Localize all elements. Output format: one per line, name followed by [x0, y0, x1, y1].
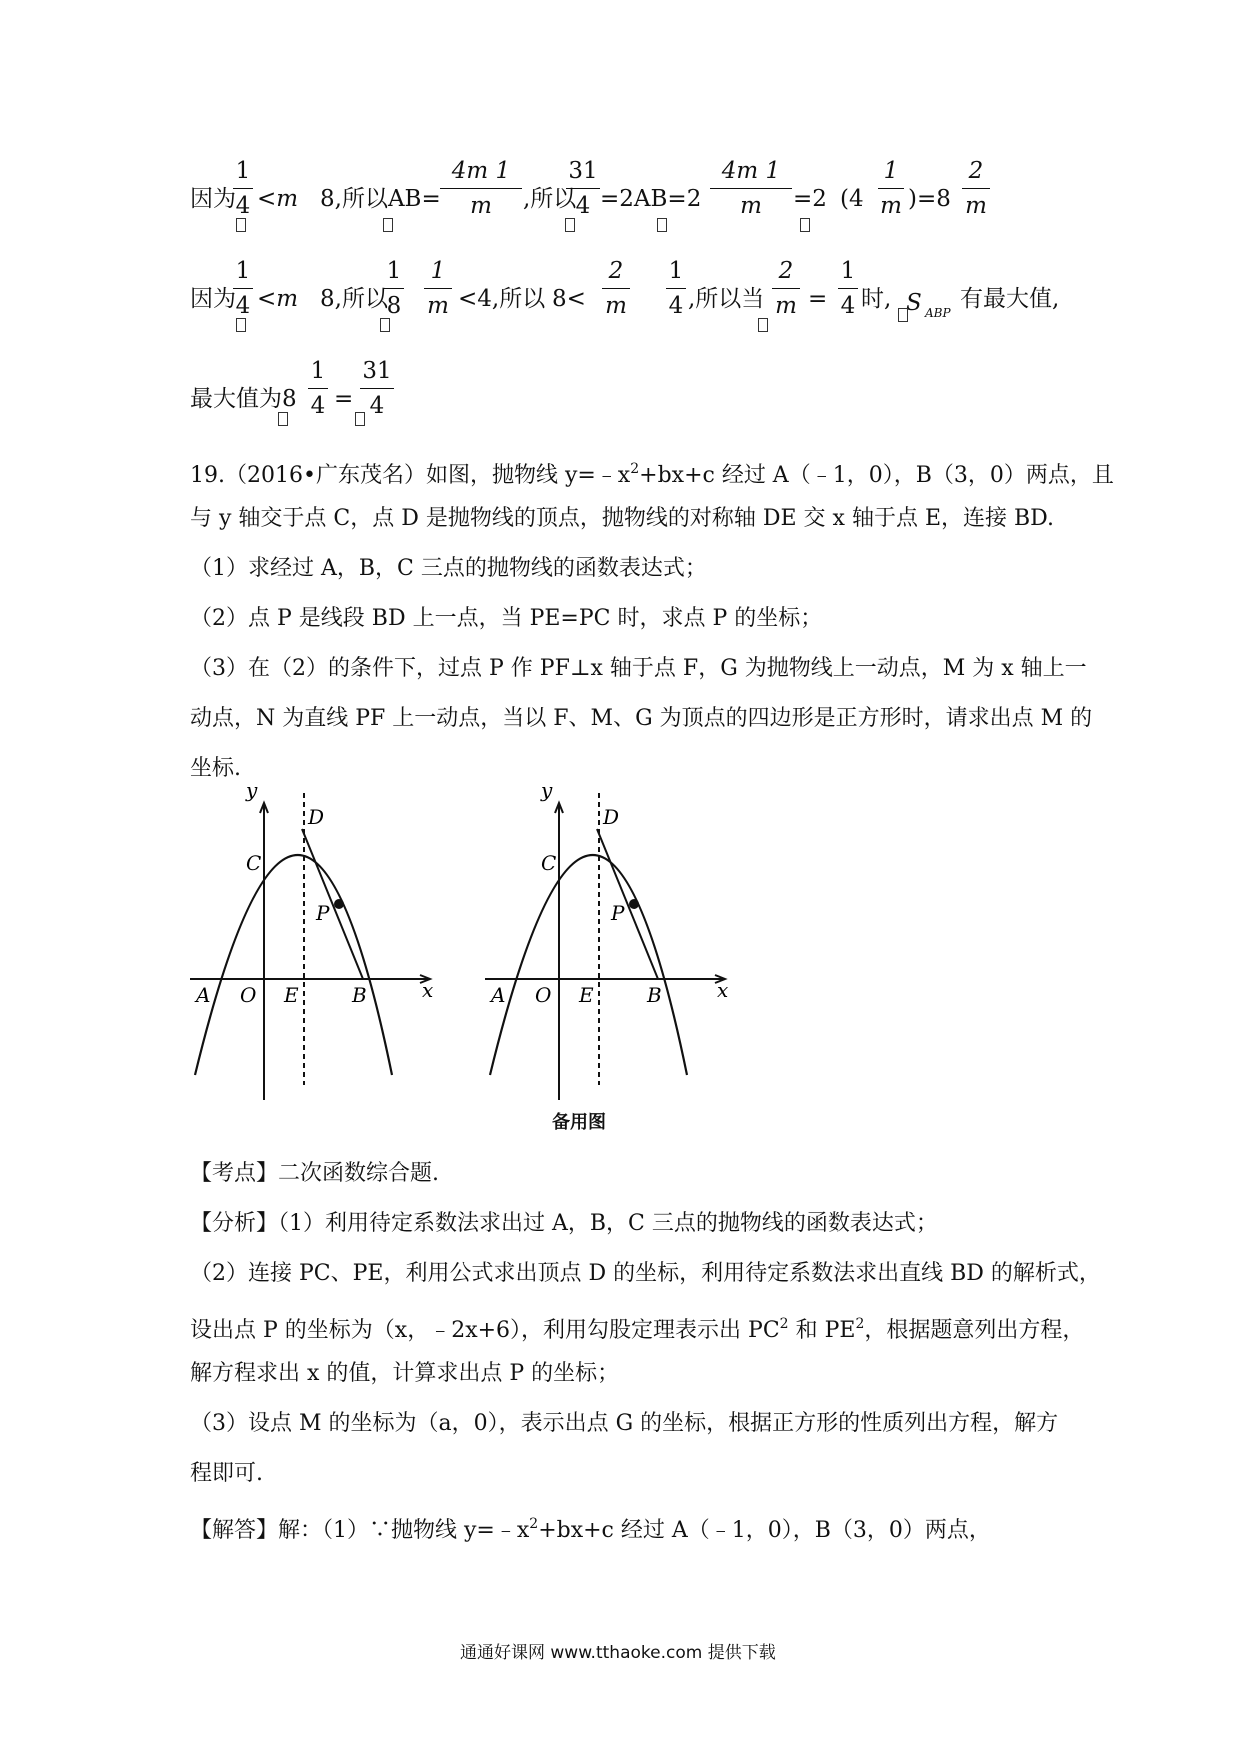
- subscript: ABP: [925, 306, 951, 320]
- missing-glyph-icon: [236, 218, 246, 232]
- fenxi-line: 【分析】（1）利用待定系数法求出过 A，B，C 三点的抛物线的函数表达式；: [190, 1211, 938, 1236]
- text: <4,所以: [458, 286, 546, 312]
- problem-line: 19.（2016•广东茂名）如图，抛物线 $y=﹣x^2+bx+c$ 经过 A（﹣1，0），B（3，0）两点，且: [190, 461, 1114, 488]
- text: 8<: [552, 286, 586, 312]
- text: 8,所以: [320, 286, 388, 312]
- page-footer: 通通好课网 www.tthaoke.com 提供下载: [460, 1643, 776, 1663]
- question-1: （1）求经过 A，B，C 三点的抛物线的函数表达式；: [190, 556, 707, 581]
- missing-glyph-icon: [758, 318, 768, 332]
- fraction: $\frac{1}{4}$: [838, 260, 858, 318]
- point-label-d: D: [308, 805, 325, 829]
- missing-glyph-icon: [657, 218, 667, 232]
- fraction: $\frac{1}{4}$: [233, 260, 253, 318]
- question-3-cont: 动点，N 为直线 PF 上一动点，当以 F、M、G 为顶点的四边形是正方形时，请求出点 M 的: [190, 706, 1093, 731]
- point-label-d: D: [603, 805, 620, 829]
- fraction: $\frac{1}{4}$: [666, 260, 686, 318]
- parabola-figure: [180, 785, 440, 1110]
- text: 因为: [190, 286, 236, 312]
- axis-label-x: x: [717, 978, 729, 1002]
- missing-glyph-icon: [355, 412, 365, 426]
- fenxi-line: 解方程求出 x 的值，计算求出点 P 的坐标；: [190, 1361, 620, 1386]
- fraction: $\frac{4m 1}{m}$: [710, 160, 792, 218]
- text: )=8: [908, 186, 951, 212]
- text: ,所以当: [688, 286, 765, 312]
- missing-glyph-icon: [278, 412, 288, 426]
- jieda-line: 【解答】解：（1）∵抛物线 $y=﹣x^2+bx+c$ 经过 A（﹣1，0），B（3，0）两点，: [190, 1516, 991, 1543]
- origin-label: O: [240, 983, 257, 1007]
- missing-glyph-icon: [383, 218, 393, 232]
- point-label-p: P: [611, 901, 625, 925]
- problem-line: 与 y 轴交于点 C，点 D 是抛物线的顶点，抛物线的对称轴 DE 交 x 轴于点 E，连接 BD.: [190, 506, 1055, 531]
- text: 有最大值,: [960, 286, 1060, 312]
- fraction: $\frac{1}{m}$: [878, 160, 904, 218]
- question-2: （2）点 P 是线段 BD 上一点，当 PE=PC 时，求点 P 的坐标；: [190, 606, 823, 631]
- point-label-c: C: [541, 851, 557, 875]
- point-label-c: C: [246, 851, 262, 875]
- text: ,所以: [523, 186, 577, 212]
- missing-glyph-icon: [898, 308, 908, 322]
- kaodian-line: 【考点】二次函数综合题.: [190, 1161, 439, 1186]
- origin-label: O: [535, 983, 552, 1007]
- missing-glyph-icon: [565, 218, 575, 232]
- axis-label-y: y: [246, 785, 258, 802]
- fenxi-line: （2）连接 PC、PE，利用公式求出顶点 D 的坐标，利用待定系数法求出直线 BD 的解析式，: [190, 1261, 1101, 1286]
- text: <m: [257, 286, 299, 312]
- point-label-b: B: [352, 983, 367, 1007]
- question-3: （3）在（2）的条件下，过点 P 作 PF⊥x 轴于点 F，G 为抛物线上一动点，M 为 x 轴上一: [190, 656, 1087, 681]
- axis-label-x: x: [422, 978, 434, 1002]
- missing-glyph-icon: [236, 318, 246, 332]
- text: =2AB=2: [600, 186, 702, 212]
- fraction: $\frac{31}{4}$: [566, 160, 600, 218]
- fraction: $\frac{2}{m}$: [602, 260, 630, 318]
- text: (4: [840, 186, 864, 212]
- fraction: $\frac{4m 1}{m}$: [440, 160, 522, 218]
- missing-glyph-icon: [800, 218, 810, 232]
- question-3-cont: 坐标.: [190, 756, 241, 781]
- fenxi-line: 设出点 P 的坐标为（x，﹣2x+6），利用勾股定理表示出 $PC^2$ 和 $PE^2$，根据题意列出方程，: [190, 1316, 1085, 1343]
- text: 时,: [861, 286, 892, 312]
- text: <m: [257, 186, 299, 212]
- fenxi-line: （3）设点 M 的坐标为（a，0），表示出点 G 的坐标，根据正方形的性质列出方程，解方: [190, 1411, 1059, 1436]
- point-label-p: P: [316, 901, 330, 925]
- text: =: [808, 286, 828, 312]
- fraction: $\frac{1}{4}$: [308, 360, 328, 418]
- text: 8,所以AB=: [320, 186, 441, 212]
- fraction: $\frac{2}{m}$: [772, 260, 800, 318]
- fraction: $\frac{1}{m}$: [424, 260, 452, 318]
- point-label-e: E: [284, 983, 299, 1007]
- point-label-a: A: [196, 983, 211, 1007]
- parabola-figure-backup: [475, 785, 735, 1110]
- axis-label-y: y: [541, 785, 553, 802]
- fraction: $\frac{2}{m}$: [962, 160, 990, 218]
- text: 最大值为8: [190, 386, 297, 412]
- fraction: $\frac{1}{8}$: [384, 260, 404, 318]
- point-label-e: E: [579, 983, 594, 1007]
- text: =2: [793, 186, 827, 212]
- fenxi-line: 程即可.: [190, 1461, 263, 1486]
- fraction: $\frac{1}{4}$: [233, 160, 253, 218]
- text: 因为: [190, 186, 236, 212]
- text: =: [334, 386, 354, 412]
- point-label-a: A: [491, 983, 506, 1007]
- missing-glyph-icon: [380, 318, 390, 332]
- point-label-b: B: [647, 983, 662, 1007]
- figure-caption: 备用图: [552, 1112, 606, 1133]
- area-symbol: S: [906, 290, 922, 316]
- fraction: $\frac{31}{4}$: [360, 360, 394, 418]
